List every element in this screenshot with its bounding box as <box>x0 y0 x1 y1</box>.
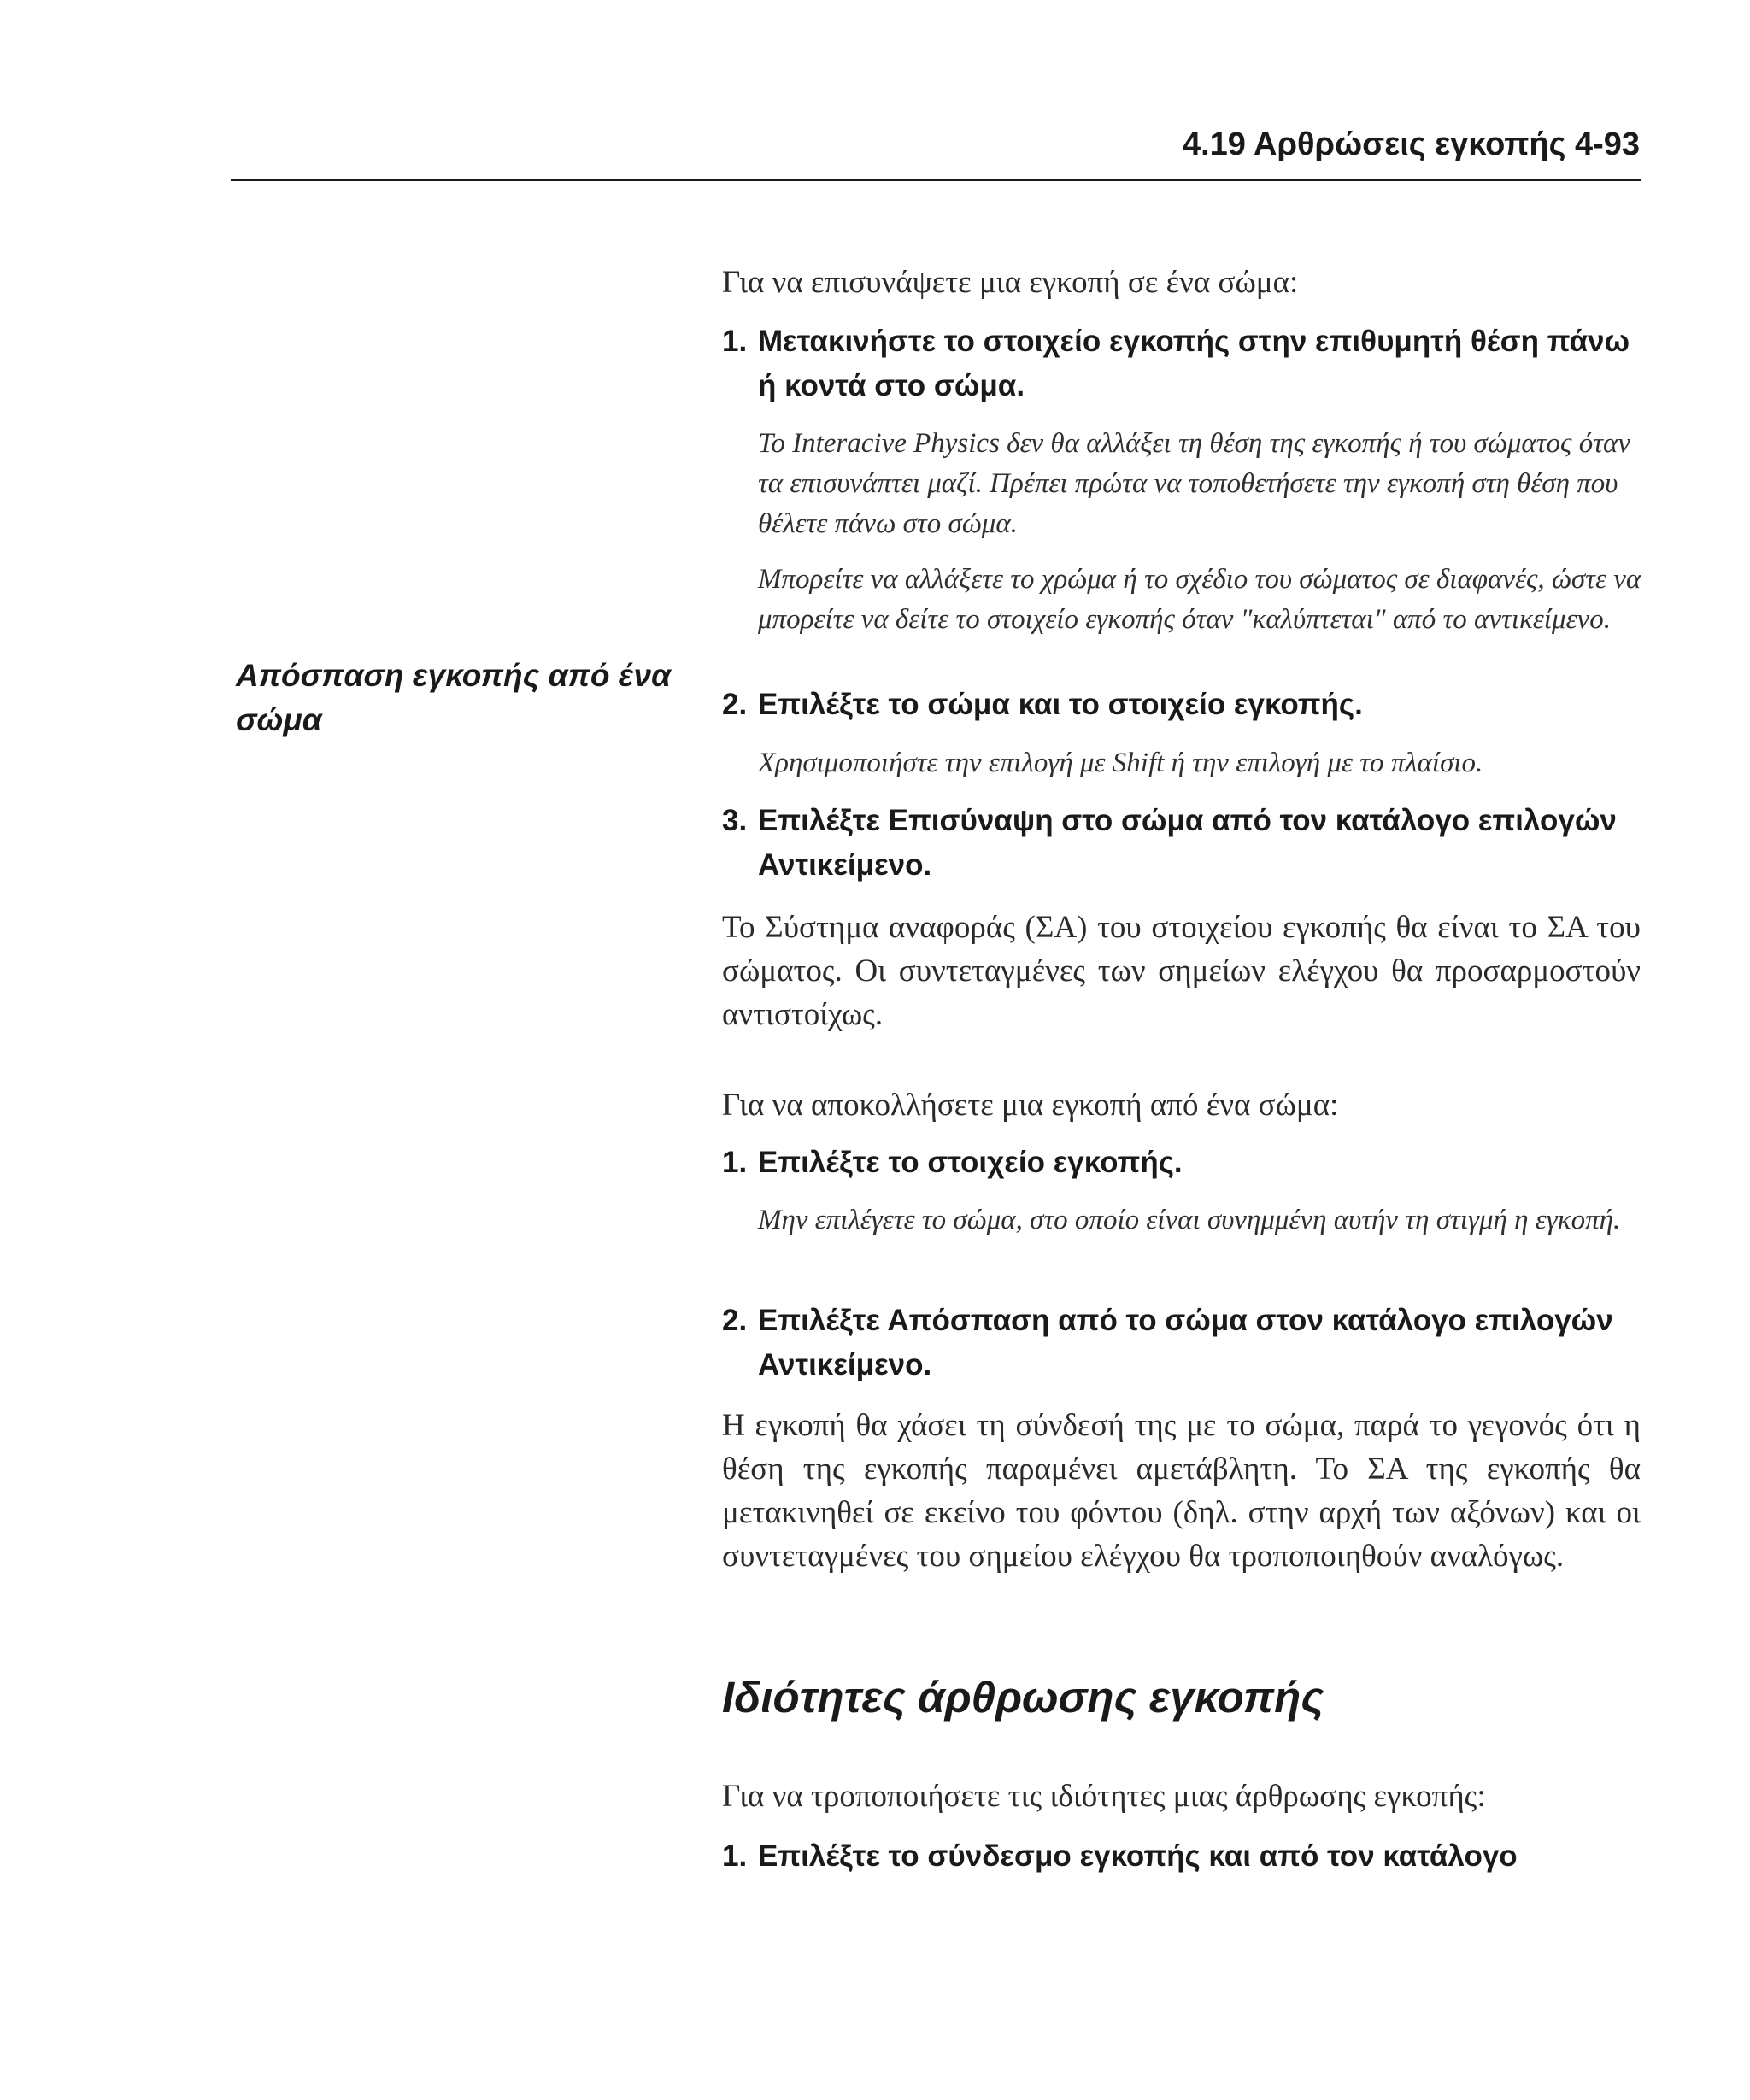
section-heading-properties: Ιδιότητες άρθρωσης εγκοπής <box>722 1673 1324 1722</box>
step-text: Επιλέξτε Απόσπαση από το σώμα στον κατάλογο επιλογών Αντικείμενο. <box>758 1304 1613 1381</box>
detach-note-1: Μην επιλέγετε το σώμα, στο οποίο είναι συνημμένη αυτήν τη στιγμή η εγκοπή. <box>758 1205 1621 1235</box>
attach-note-2: Μπορείτε να αλλάξετε το χρώμα ή το σχέδιο του σώματος σε διαφανές, ώστε να μπορείτε να δείτε το στοιχείο εγκοπής όταν "καλύπτεται" από το αντικείμενο. <box>758 564 1641 635</box>
detach-step-1 <box>722 1141 1641 1185</box>
step-number: 1. <box>722 1839 748 1873</box>
page-header-title: 4.19 Αρθρώσεις εγκοπής 4-93 <box>1182 126 1640 162</box>
step-text: Επιλέξτε Επισύναψη στο σώμα από τον κατάλογο επιλογών Αντικείμενο. <box>758 804 1617 882</box>
step-text: Επιλέξτε το στοιχείο εγκοπής. <box>758 1146 1183 1179</box>
attach-step-1 <box>722 320 1641 408</box>
detach-result: Η εγκοπή θα χάσει τη σύνδεσή της με το σώμα, παρά το γεγονός ότι η θέση της εγκοπής παραμένει αμετάβλητη. Το ΣΑ της εγκοπής θα μετακινηθεί σε εκείνο του φόντου (δηλ. στην αρχή των αξόνων) και οι συντεταγμένες του σημείου ελέγχου θα τροποποιηθούν αναλόγως. <box>722 1408 1641 1574</box>
attach-note-1: Το Interacive Physics δεν θα αλλάξει τη θέση της εγκοπής ή του σώματος όταν τα επισυνάπτει μαζί. Πρέπει πρώτα να τοποθετήσετε την εγκοπή στη θέση που θέλετε πάνω στο σώμα. <box>758 428 1630 539</box>
properties-step-1 <box>722 1834 1641 1879</box>
step-text: Επιλέξτε το σώμα και το στοιχείο εγκοπής. <box>758 688 1363 721</box>
step-number: 1. <box>722 325 748 358</box>
detach-intro: Για να αποκολλήσετε μια εγκοπή από ένα σώμα: <box>722 1088 1339 1123</box>
header-rule <box>231 179 1641 181</box>
step-number: 2. <box>722 1304 748 1337</box>
attach-step-2 <box>722 683 1641 727</box>
step-number: 3. <box>722 804 748 837</box>
attach-note-3: Χρησιμοποιήστε την επιλογή με Shift ή την επιλογή με το πλαίσιο. <box>758 748 1483 778</box>
detach-step-2 <box>722 1299 1641 1387</box>
properties-intro: Για να τροποποιήσετε τις ιδιότητες μιας άρθρωσης εγκοπής: <box>722 1779 1486 1814</box>
step-number: 2. <box>722 688 748 721</box>
attach-step-3 <box>722 799 1641 888</box>
step-text: Μετακινήστε το στοιχείο εγκοπής στην επιθυμητή θέση πάνω ή κοντά στο σώμα. <box>758 325 1630 402</box>
attach-intro: Για να επισυνάψετε μια εγκοπή σε ένα σώμα: <box>722 265 1299 300</box>
step-number: 1. <box>722 1146 748 1179</box>
step-text: Επιλέξτε το σύνδεσμο εγκοπής και από τον κατάλογο <box>758 1839 1518 1873</box>
side-heading-detach: Απόσπαση εγκοπής από ένα σώμα <box>236 658 672 737</box>
attach-result: Το Σύστημα αναφοράς (ΣΑ) του στοιχείου εγκοπής θα είναι το ΣΑ του σώματος. Οι συντεταγμένες των σημείων ελέγχου θα προσαρμοστούν αντιστοίχως. <box>722 910 1641 1032</box>
